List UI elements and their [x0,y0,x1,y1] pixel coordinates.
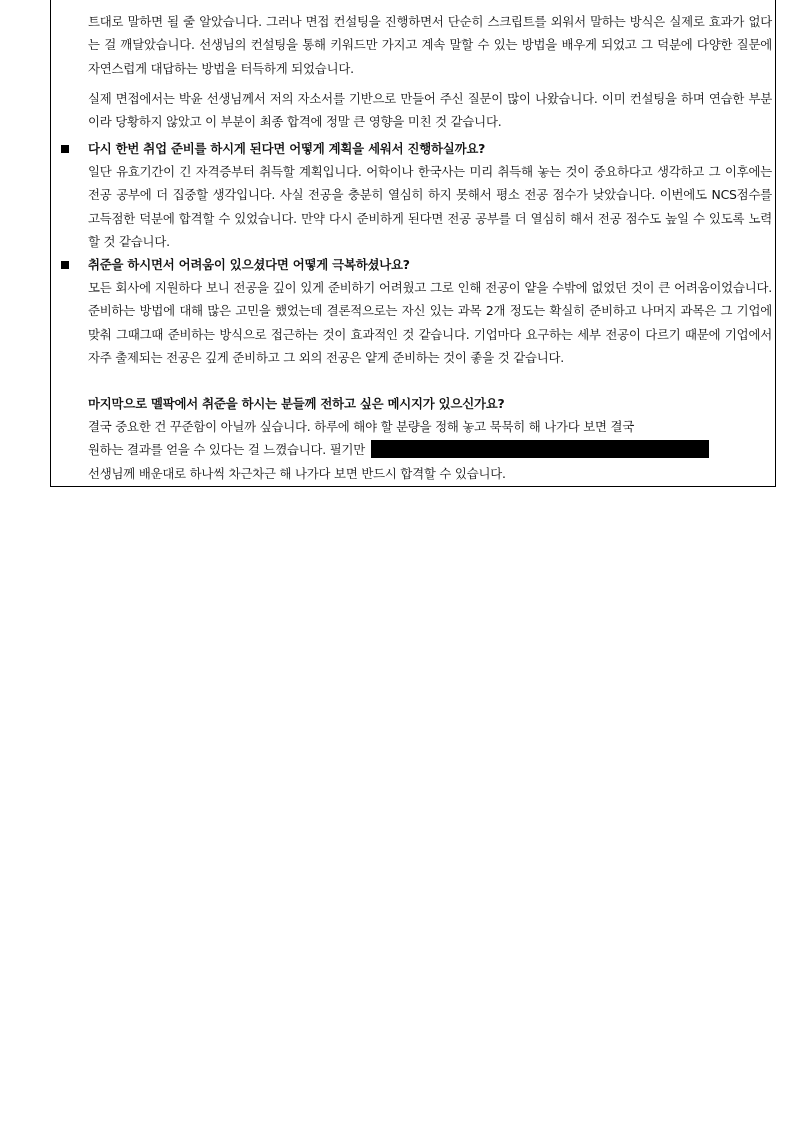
section-answer-2: 모든 회사에 지원하다 보니 전공을 깊이 있게 준비하기 어려웠고 그로 인해 전공이 얕을 수밖에 없었던 것이 큰 어려움이었습니다. 준비하는 방법에 대해 많은 고민을 했었는데 결론적으로는 자신 있는 과목 2개 정도는 확실히 준비하고 나머지 과목은 그 기업에 맞춰 그때그때 준비하는 방식으로 접근하는 것이 효과적인 것 같습니다. 기업마다 요구하는 세부 전공이 다르기 때문에 기업에서 자주 출제되는 전공은 깊게 준비하고 그 외의 전공은 얕게 준비하는 것이 좋을 것 같습니다. [88,280,772,366]
intro-paragraph-2: 실제 면접에서는 박윤 선생님께서 저의 자소서를 기반으로 만들어 주신 질문이 많이 나왔습니다. 이미 컨설팅을 하며 연습한 부분이라 당황하지 않았고 이 부분이 최종 합격에 정말 큰 영향을 미친 것 같습니다. [88,91,772,130]
section-question-1: 다시 한번 취업 준비를 하시게 된다면 어떻게 계획을 세워서 진행하실까요? [88,141,486,156]
redaction-bar [371,440,709,458]
closing-line-1: 결국 중요한 건 꾸준함이 아닐까 싶습니다. 하루에 해야 할 분량을 정해 놓고 묵묵히 해 나가다 보면 결국 [88,419,635,434]
square-bullet-icon [61,261,69,269]
intro-paragraph-1: 트대로 말하면 될 줄 알았습니다. 그러나 면접 컨설팅을 진행하면서 단순히 스크립트를 외워서 말하는 방식은 실제로 효과가 없다는 걸 깨달았습니다. 선생님의 컨설팅을 통해 키워드만 가지고 계속 말할 수 있는 방법을 배우게 되었고 그 덕분에 다양한 질문에 자연스럽게 대답하는 방법을 터득하게 되었습니다. [88,14,772,76]
closing-answer [88,415,772,485]
closing-line-2: 원하는 결과를 얻을 수 있다는 걸 느꼈습니다. 필기만 [88,442,366,458]
section-answer-1: 일단 유효기간이 긴 자격증부터 취득할 계획입니다. 어학이나 한국사는 미리 취득해 놓는 것이 중요하다고 생각하고 그 이후에는 전공 공부에 더 집중할 생각입니다. 사실 전공을 충분히 열심히 하지 못해서 평소 전공 점수가 낮았습니다. 이번에도 NCS점수를 고득점한 덕분에 합격할 수 있었습니다. 만약 다시 준비하게 된다면 전공 공부를 더 열심히 해서 전공 점수도 높일 수 있도록 노력할 것 같습니다. [88,164,772,250]
closing-question: 마지막으로 멜팍에서 취준을 하시는 분들께 전하고 싶은 메시지가 있으신가요? [88,396,505,411]
closing-line-3: 선생님께 배운대로 하나씩 차근차근 해 나가다 보면 반드시 합격할 수 있습니다. [88,465,506,481]
square-bullet-icon [61,145,69,153]
section-question-2: 취준을 하시면서 어려움이 있으셨다면 어떻게 극복하셨나요? [88,257,410,272]
